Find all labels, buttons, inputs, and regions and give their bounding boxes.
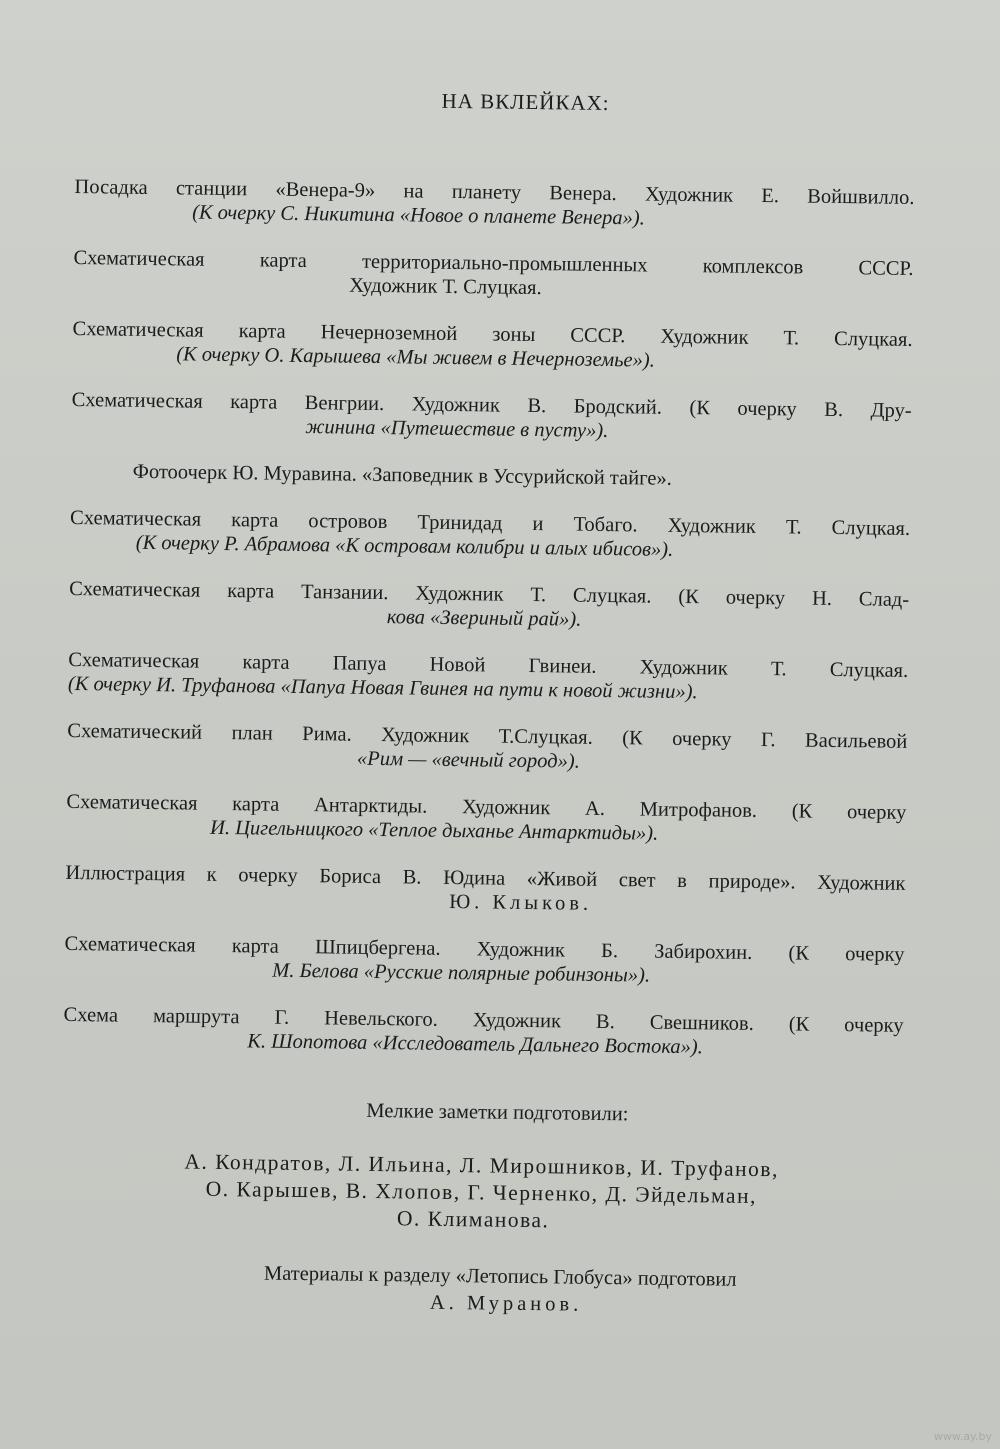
- entry-line: Схематическая карта Папуа Новой Гвинеи. Художник Т. Слуцкая.: [68, 648, 909, 682]
- insert-entry: [70, 506, 911, 565]
- entry-line: Схематическая карта Нечерноземной зоны СССР. Художник Т. Слуцкая.: [72, 317, 913, 351]
- entry-line: Схематический план Рима. Художник Т.Слуцкая. (К очерку Г. Васильевой: [67, 719, 908, 753]
- entry-line: Схематическая карта Шпицбергена. Художник Б. Забирохин. (К очерку: [64, 932, 905, 966]
- entry-line: Фотоочерк Ю. Муравина. «Заповедник в Уссурийской тайге».: [132, 460, 672, 490]
- insert-entry: [73, 246, 914, 305]
- insert-entry: [68, 648, 909, 707]
- insert-entry: [63, 1003, 904, 1062]
- entry-line: Посадка станции «Венера-9» на планету Венера. Художник Е. Войшвилло.: [74, 175, 915, 209]
- page-content: [60, 70, 916, 1323]
- entry-line: Схема маршрута Г. Невельского. Художник В. Свешников. (К очерку: [63, 1003, 904, 1037]
- entry-line: Схематическая карта Венгрии. Художник В. Бродский. (К очерку В. Дру-: [71, 388, 912, 422]
- materials-note: [100, 1258, 901, 1322]
- entry-line: Схематическая карта территориально-промышленных комплексов СССР.: [73, 246, 914, 280]
- credits-line: А. Кондратов, Л. Ильина, Л. Мирошников, И. Труфанов,: [184, 1149, 780, 1182]
- entry-line: Иллюстрация к очерку Бориса В. Юдина «Живой свет в природе». Художник: [65, 861, 906, 895]
- credits-heading: Мелкие заметки подготовили:: [366, 1099, 629, 1126]
- insert-entry: [66, 790, 907, 849]
- insert-entry: [64, 932, 905, 991]
- insert-entry: [71, 459, 911, 494]
- entry-line: Схематическая карта Танзании. Художник Т. Слуцкая. (К очерку Н. Слад-: [69, 577, 910, 611]
- insert-entry: [69, 577, 910, 636]
- insert-entry: [72, 317, 913, 376]
- credits-line: О. Климанова.: [396, 1206, 550, 1233]
- page-heading: НА ВКЛЕЙКАХ:: [441, 88, 610, 115]
- credits-list: [61, 1147, 902, 1239]
- entry-line: (К очерку С. Никитина «Новое о планете Венера»).: [192, 201, 645, 230]
- entry-line: Художник Т. Слуцкая.: [349, 274, 542, 300]
- credits-line: О. Карышев, В. Хлопов, Г. Черненко, Д. Эйдельман,: [205, 1176, 758, 1209]
- insert-entry: [67, 719, 908, 778]
- entry-line: Схематическая карта Антарктиды. Художник А. Митрофанов. (К очерку: [66, 790, 907, 824]
- entry-line: И. Цигельницкого «Теплое дыханье Антарктиды»).: [209, 816, 659, 845]
- entry-line: (К очерку Р. Абрамова «К островам колибри и алых ибисов»).: [135, 531, 674, 561]
- entry-line: жинина «Путешествие в пусту»).: [305, 416, 609, 442]
- entry-line: Ю. Клыков.: [448, 890, 593, 915]
- materials-line: А. Муранов.: [429, 1291, 583, 1316]
- entry-line: Схематическая карта островов Тринидад и Тобаго. Художник Т. Слуцкая.: [69, 506, 911, 540]
- watermark: www.ay.by: [933, 1430, 992, 1443]
- entry-line: (К очерку И. Труфанова «Папуа Новая Гвинея на пути к новой жизни»).: [67, 672, 698, 704]
- materials-line: Материалы к разделу «Летопись Глобуса» подготовил: [263, 1262, 737, 1291]
- insert-entry: [74, 175, 915, 234]
- insert-entry: [65, 861, 906, 920]
- entry-line: М. Белова «Русские полярные робинзоны»).: [272, 959, 651, 987]
- insert-entry: [71, 388, 912, 447]
- entry-line: «Рим — «вечный город»).: [356, 747, 580, 773]
- entry-line: (К очерку О. Карышева «Мы живем в Нечерноземье»).: [176, 343, 655, 372]
- entry-line: К. Шопотова «Исследователь Дальнего Востока»).: [247, 1030, 703, 1059]
- entry-line: кова «Звериный рай»).: [386, 606, 582, 631]
